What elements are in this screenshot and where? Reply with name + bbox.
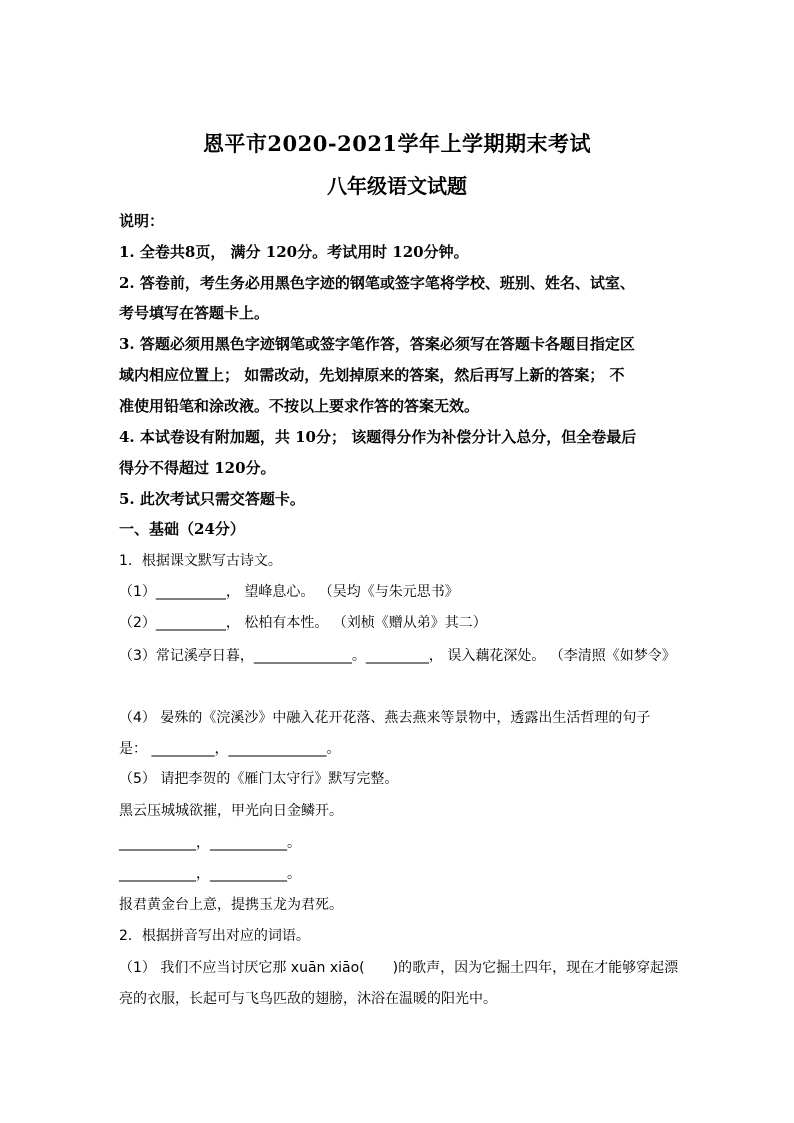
instruction-line: 2. 答卷前，考生务必用黑色字迹的钢笔或签字笔将学校、班别、姓名、试室、 <box>119 274 635 292</box>
question-part: （4） 晏殊的《浣溪沙》中融入花开花落、燕去燕来等景物中，透露出生活哲理的句子 <box>119 710 651 726</box>
instruction-line: 3. 答题必须用黑色字迹钢笔或签字笔作答，答案必须写在答题卡各题目指定区 <box>119 335 635 353</box>
instruction-line: 5. 此次考试只需交答题卡。 <box>119 490 305 508</box>
instruction-line: 4. 本试卷设有附加题，共 10分； 该题得分作为补偿分计入总分，但全卷最后 <box>119 428 637 446</box>
exam-title: 恩平市2020-2021学年上学期期末考试 <box>202 131 592 156</box>
instruction-line: 得分不得超过 120分。 <box>119 459 276 477</box>
question-part: （3）常记溪亭日暮，______________。_________， 误入藕花深处。 （李清照《如梦令》 <box>119 648 676 664</box>
instruction-line: 考号填写在答题卡上。 <box>119 304 270 322</box>
instruction-line: 1. 全卷共8页， 满分 120分。考试用时 120分钟。 <box>119 243 469 261</box>
instruction-line: 域内相应位置上； 如需改动，先划掉原来的答案，然后再写上新的答案； 不 <box>119 366 625 384</box>
instruction-line: 准使用铅笔和涂改液。不按以上要求作答的答案无效。 <box>119 397 480 415</box>
poem-line: 报君黄金台上意，提携玉龙为君死。 <box>119 897 343 913</box>
poem-blank-line: ___________，___________。 <box>119 866 301 882</box>
question-part: （1）__________， 望峰息心。 （吴均《与朱元思书》 <box>119 584 459 600</box>
question-part: （2）__________， 松柏有本性。 （刘桢《赠从弟》其二） <box>119 615 487 631</box>
question-stem: 1．根据课文默写古诗文。 <box>119 553 282 569</box>
poem-line: 黑云压城城欲摧，甲光向日金鳞开。 <box>119 803 343 819</box>
instructions-heading: 说明： <box>119 212 165 230</box>
question-stem: 2．根据拼音写出对应的词语。 <box>119 928 310 944</box>
exam-subtitle: 八年级语文试题 <box>327 174 467 198</box>
question-part: 是： _________，______________。 <box>119 741 341 757</box>
section-heading: 一、基础（24分） <box>119 520 245 538</box>
poem-blank-line: ___________，___________。 <box>119 835 301 851</box>
question-part: 亮的衣服，长起可与飞鸟匹敌的翅膀，沐浴在温暖的阳光中。 <box>119 991 497 1007</box>
question-part: （1） 我们不应当讨厌它那 xuān xiāo( )的歌声，因为它掘土四年，现在才能够穿起漂 <box>119 960 679 976</box>
question-part: （5） 请把李贺的《雁门太守行》默写完整。 <box>119 771 399 787</box>
